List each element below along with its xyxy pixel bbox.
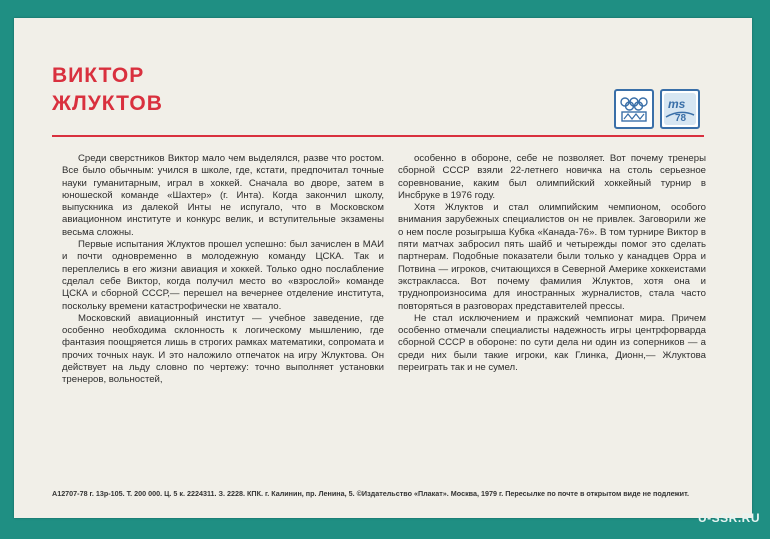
svg-text:78: 78 bbox=[675, 113, 687, 124]
print-imprint: А12707-78 г. 13р-105. Т. 200 000. Ц. 5 к. 2224311. З. 2228. КПК. г. Калинин, пр. Ленина, 5. ©Издательство «Плакат». Москва, 1979 г. Пересылке по почте в открытом виде не подлежит. bbox=[52, 489, 689, 498]
paragraph: Среди сверстников Виктор мало чем выделялся, разве что ростом. Все было обычным: учился в школе, где, кстати, предпочитал точные науки гуманитарным, играл в хоккей. Сначала во дворе, затем в юношеской команде «Шахтер» (г. Инта). Когда закончил школу, выпускника из далекой Инты не испугало, что в Московском авиационном институте и конкурс велик, и вступительные экзамены весьма сложны. bbox=[62, 153, 384, 238]
ms-78-logo-icon bbox=[660, 89, 700, 129]
paragraph: особенно в обороне, себе не позволяет. Вот почему тренеры сборной СССР взяли 22-летнего новичка на столь серьезное соревнование, каким был олимпийский хоккейный турнир в Инсбруке в 1976 году. bbox=[398, 153, 706, 201]
watermark: U-SSR.RU bbox=[697, 511, 760, 525]
title-last-name: ЖЛУКТОВ bbox=[52, 92, 163, 115]
text-column-left bbox=[62, 153, 384, 387]
olympic-innsbruck-logo-icon bbox=[614, 89, 654, 129]
paragraph: Первые испытания Жлуктов прошел успешно: был зачислен в МАИ и почти одновременно в молодежную команду ЦСКА. Так и переплелись в его жизни авиация и хоккей. Только одно послабление сделал себе Виктор, когда получил место во «взрослой» команде ЦСКА и сборной СССР,— перешел на вечернее отделение института, поскольку времени катастрофически не хватало. bbox=[62, 239, 384, 312]
text-column-right bbox=[398, 153, 706, 374]
title-first-name: ВИКТОР bbox=[52, 64, 145, 87]
logo-ms-text: ms bbox=[668, 97, 686, 111]
paragraph: Хотя Жлуктов и стал олимпийским чемпионом, особого внимания зарубежных специалистов он не привлек. Заговорили же о нем после розыгрыша Кубка «Канада-76». В том турнире Виктор в пяти матчах забросил пять шайб и четырежды помог это сделать партнерам. Подобные показатели были только у канадцев Орра и Потвина — игроков, считающихся в Северной Америке хоккеистами экстракласса. Вот почему фамилия Жлуктов, хотя она и труднопроизносима для иностранных журналистов, стала часто повторяться в разговорах представителей прессы. bbox=[398, 202, 706, 312]
paragraph: Московский авиационный институт — учебное заведение, где особенно необходима склонность к логическому мышлению, где фантазия поощряется лишь в строгих рамках математики, сопромата и прочих точных наук. И это наложило отпечаток на игру Жлуктова. Он действует на льду словно по чертежу: точно выполняет установки тренеров, вольностей, bbox=[62, 312, 384, 386]
title-divider bbox=[52, 135, 704, 137]
page-title bbox=[52, 62, 163, 118]
paragraph: Не стал исключением и пражский чемпионат мира. Причем особенно отмечали специалисты надежность игры центрфорварда сборной СССР в обороне: по сути дела ни один из соперников — а среди них были такие игроки, как Глинка, Дионн,— Жлуктова переиграть так и не сумел. bbox=[398, 312, 706, 374]
